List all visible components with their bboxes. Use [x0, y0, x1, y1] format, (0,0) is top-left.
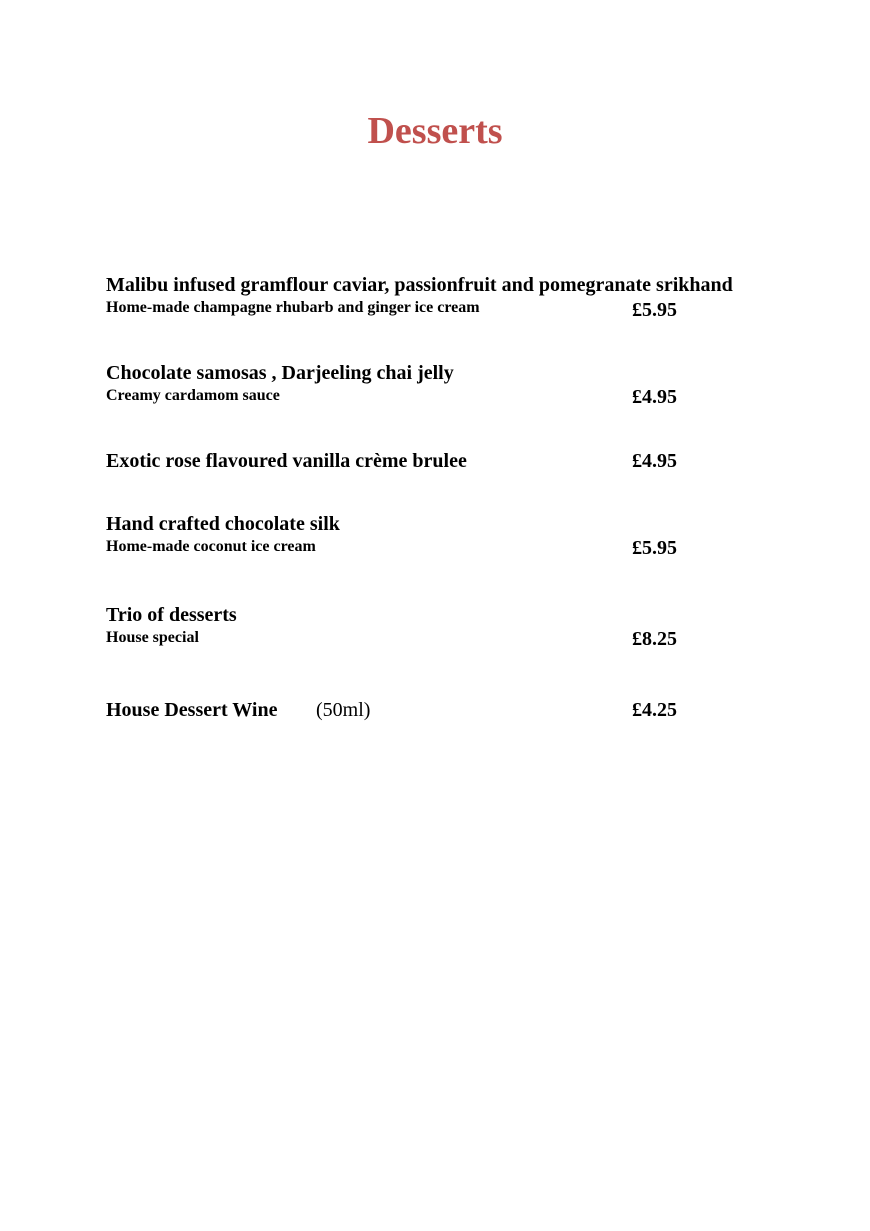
menu-item: [106, 273, 806, 319]
menu-item-name: House Dessert Wine: [106, 699, 278, 721]
page-title: Desserts: [367, 110, 503, 152]
menu-item-price: £4.25: [632, 699, 677, 721]
menu-item-description: House special: [106, 629, 199, 646]
menu-item: [106, 512, 806, 558]
menu-item-description: Home-made coconut ice cream: [106, 538, 316, 555]
menu-item-name: Hand crafted chocolate silk: [106, 513, 340, 535]
menu-item-name-row: [106, 698, 806, 722]
menu-item-description: Home-made champagne rhubarb and ginger ice cream: [106, 299, 480, 316]
menu-item-name: Malibu infused gramflour caviar, passionfruit and pomegranate srikhand: [106, 274, 733, 296]
menu-item-price: £8.25: [632, 628, 677, 650]
menu-item-quantity: (50ml): [316, 699, 371, 721]
menu-item-price: £4.95: [632, 450, 677, 472]
menu-item-name: Exotic rose flavoured vanilla crème brulee: [106, 450, 467, 472]
menu-item: [106, 449, 806, 473]
menu-item-name: Trio of desserts: [106, 604, 237, 626]
menu-item: [106, 361, 806, 407]
menu-item: [106, 698, 806, 722]
menu-item-price: £4.95: [632, 386, 677, 408]
menu-item-name: Chocolate samosas , Darjeeling chai jelly: [106, 362, 454, 384]
menu-item-price: £5.95: [632, 299, 677, 321]
menu-item-price: £5.95: [632, 537, 677, 559]
menu-item: [106, 603, 806, 649]
menu-item-description: Creamy cardamom sauce: [106, 387, 280, 404]
